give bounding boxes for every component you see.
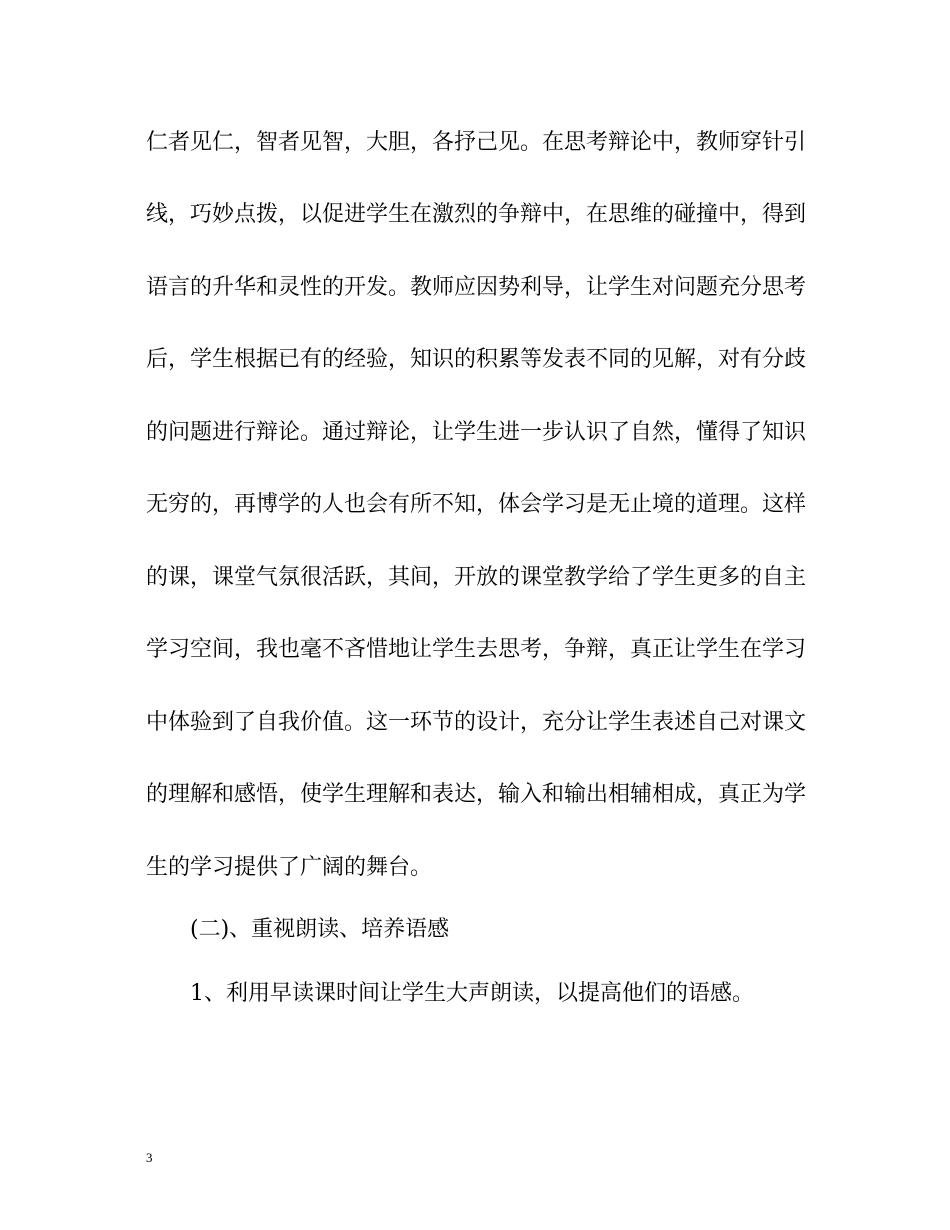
paragraph-line: 仁者见仁，智者见智，大胆，各抒己见。在思考辩论中，教师穿针引 (146, 130, 807, 155)
paragraph-line: 生的学习提供了广阔的舞台。 (146, 855, 433, 880)
paragraph-line: 学习空间，我也毫不吝惜地让学生去思考，争辩，真正让学生在学习 (146, 637, 807, 662)
section-heading: (二)、重视朗读、培养语感 (190, 917, 450, 942)
page-number: 3 (146, 1150, 153, 1165)
numbered-item: 1、利用早读课时间让学生大声朗读，以提高他们的语感。 (190, 981, 754, 1006)
paragraph-line: 线，巧妙点拨，以促进学生在激烈的争辩中，在思维的碰撞中，得到 (146, 202, 807, 227)
paragraph-line: 的理解和感悟，使学生理解和表达，输入和输出相辅相成，真正为学 (146, 782, 807, 807)
paragraph-line: 的课，课堂气氛很活跃，其间，开放的课堂教学给了学生更多的自主 (146, 565, 807, 590)
paragraph-line: 语言的升华和灵性的开发。教师应因势利导，让学生对问题充分思考 (146, 275, 807, 300)
paragraph-line: 的问题进行辩论。通过辩论，让学生进一步认识了自然，懂得了知识 (146, 420, 807, 445)
paragraph-line: 无穷的，再博学的人也会有所不知，体会学习是无止境的道理。这样 (146, 492, 807, 517)
paragraph-line: 后，学生根据已有的经验，知识的积累等发表不同的见解，对有分歧 (146, 347, 807, 372)
paragraph-line: 中体验到了自我价值。这一环节的设计，充分让学生表述自己对课文 (146, 710, 807, 735)
